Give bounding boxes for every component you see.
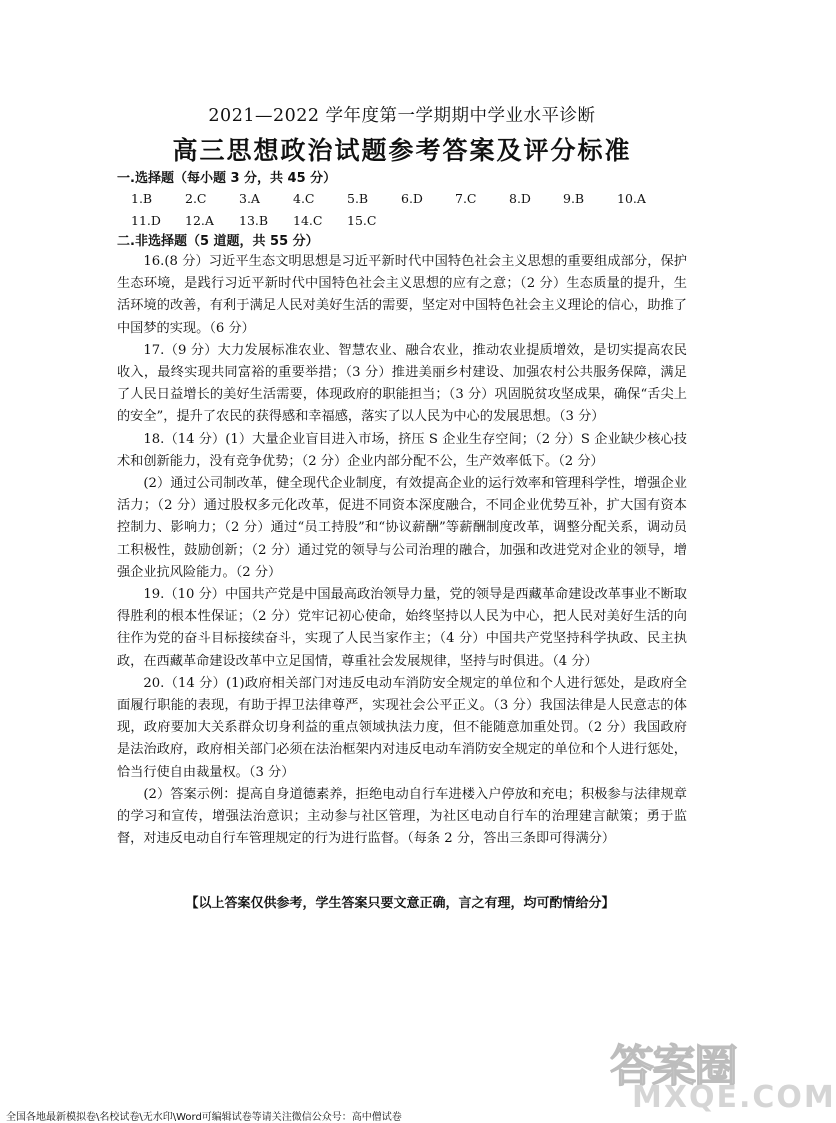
answer-key-title: 高三思想政治试题参考答案及评分标准: [172, 136, 632, 165]
document-body: [117, 103, 687, 850]
answer-q17: 17.（9 分）大力发展标准农业、智慧农业、融合农业，推动农业提质增效，是切实提高农民收入，最终实现共同富裕的重要举措；（3 分）推进美丽乡村建设、加强农村公共服务保障，满足了人民日益增长的美好生活需要，体现政府的职能担当；（3 分）巩固脱贫攻坚成果，确保“舌尖上的安全”，提升了农民的获得感和幸福感，落实了以人民为中心的发展思想。（3 分）: [117, 342, 687, 425]
answer-item: 1.B: [131, 191, 153, 206]
answer-item: 11.D: [131, 213, 161, 228]
answer-q16: 16.(8 分）习近平生态文明思想是习近平新时代中国特色社会主义思想的重要组成部分，保护生态环境，是践行习近平新时代中国特色社会主义思想的应有之意；（2 分）生态质量的提升，生活环境的改善，有利于满足人民对美好生活的需要，坚定对中国特色社会主义理论的信心，助推了中国梦的实现。（6 分）: [117, 254, 687, 336]
answer-item: 14.C: [293, 213, 323, 228]
answer-item: 10.A: [617, 191, 646, 206]
answer-item: 2.C: [185, 191, 207, 206]
answer-item: 5.B: [347, 191, 369, 206]
answer-item: 13.B: [239, 213, 269, 228]
answer-q18-part1: 18.（14 分）(1）大量企业盲目进入市场，挤压 S 企业生存空间；（2 分）S 企业缺少核心技术和创新能力，没有竞争优势；（2 分）企业内部分配不公，生产效率低下。（2 分）: [117, 431, 687, 469]
answer-item: 12.A: [185, 213, 214, 228]
answer-item: 8.D: [509, 191, 531, 206]
answer-item: 9.B: [563, 191, 585, 206]
answer-item: 6.D: [401, 191, 423, 206]
grading-note: 【以上答案仅供参考，学生答案只要文意正确，言之有理，均可酌情给分】: [185, 896, 615, 911]
site-logo: [610, 1030, 836, 1118]
answer-q20-part1: 20.（14 分）(1)政府相关部门对违反电动车消防安全规定的单位和个人进行惩处，是政府全面履行职能的表现，有助于捍卫法律尊严，实现社会公平正义。（3 分）我国法律是人民意志的体现，政府要加大关系群众切身利益的重点领域执法力度，但不能随意加重处罚。（2 分）我国政府是法治政府，政府相关部门必须在法治框架内对违反电动车消防安全规定的单位和个人进行惩处，恰当行使自由裁量权。（3 分）: [117, 675, 687, 780]
answer-q19: 19.（10 分）中国共产党是中国最高政治领导力量，党的领导是西藏革命建设改革事业不断取得胜利的根本性保证；（2 分）党牢记初心使命，始终坚持以人民为中心，把人民对美好生活的向往作为党的奋斗目标接续奋斗，实现了人民当家作主；（4 分）中国共产党坚持科学执政、民主执政，在西藏革命建设改革中立足国情，尊重社会发展规律，坚持与时俱进。（4 分）: [117, 587, 687, 669]
answer-item: 3.A: [239, 191, 260, 206]
answer-item: 15.C: [347, 213, 377, 228]
exam-title: 2021—2022 学年度第一学期期中学业水平诊断: [208, 106, 596, 126]
answer-item: 7.C: [455, 191, 477, 206]
bottom-footer-text: 全国各地最新模拟卷\名校试卷\无水印\Word可编辑试卷等请关注微信公众号：高中僧试卷: [6, 1112, 402, 1123]
section2-heading: 二.非选择题（5 道题，共 55 分）: [117, 234, 319, 249]
answer-item: 4.C: [293, 191, 315, 206]
logo-text-url: MXQE.COM: [632, 1080, 836, 1115]
answer-q18-part2: (2）通过公司制改革，健全现代企业制度，有效提高企业的运行效率和管理科学性，增强企业活力；（2 分）通过股权多元化改革，促进不同资本深度融合，不同企业优势互补，扩大国有资本控制力、影响力；（2 分）通过“员工持股”和“协议薪酬”等薪酬制度改革，调整分配关系，调动员工积极性，鼓励创新；（2 分）通过党的领导与公司治理的融合，加强和改进党对企业的领导，增强企业抗风险能力。（2 分）: [117, 476, 687, 580]
choice-answers: [117, 188, 687, 232]
answer-q20-part2: (2）答案示例：提高自身道德素养，拒绝电动自行车进楼入户停放和充电；积极参与法律规章的学习和宣传，增强法治意识；主动参与社区管理，为社区电动自行车的治理建言献策；勇于监督，对违反电动自行车管理规定的行为进行监督。（每条 2 分，答出三条即可得满分）: [117, 786, 687, 847]
section1-heading: 一.选择题（每小题 3 分，共 45 分）: [117, 171, 337, 186]
logo-text-cn: 答案圈: [610, 1041, 736, 1092]
